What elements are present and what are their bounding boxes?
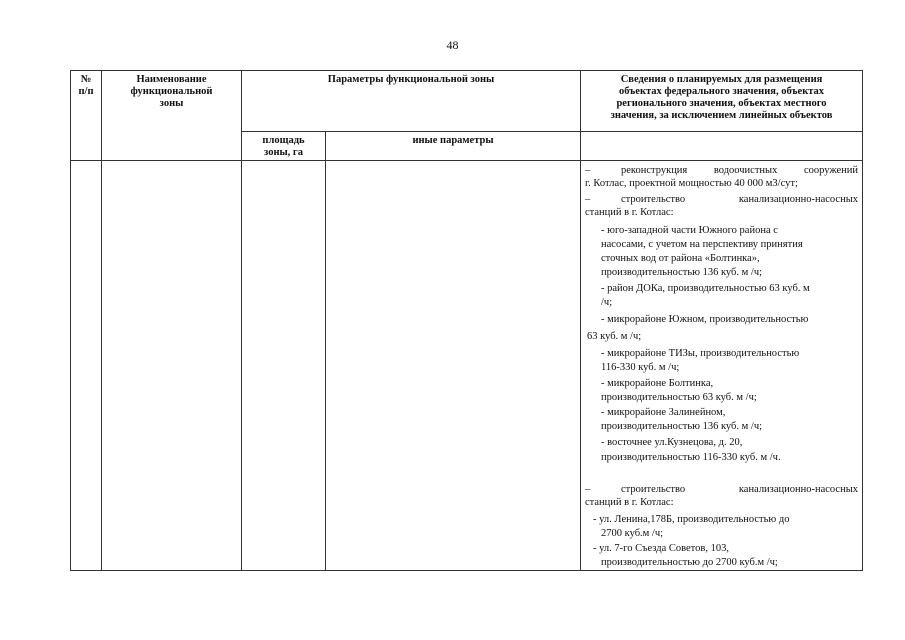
item2-line1: строительство канализационно-насосных: [621, 194, 858, 205]
item2-line2: станций в г. Котлас:: [585, 206, 674, 218]
item3-line1: строительство канализационно-насосных: [621, 484, 858, 495]
item1-dash: –: [585, 165, 591, 176]
item1-line2: г. Котлас, проектной мощностью 40 000 м3/сут;: [585, 177, 798, 189]
header-planned-objects: Сведения о планируемых для размещения объектах федерального значения, объектах регионального значения, объектах местного значения, за исключением линейных объектов: [610, 74, 833, 121]
list-item: 2700 куб.м /ч;: [601, 528, 664, 539]
list-item: - ул. 7-го Съезда Советов, 103,: [593, 543, 729, 554]
list-item: производительностью 116-330 куб. м /ч.: [601, 452, 781, 463]
header-other-params: иные параметры: [412, 135, 494, 146]
list-item: 63 куб. м /ч;: [587, 331, 642, 342]
header-no: № п/п: [78, 74, 94, 97]
list-item: сточных вод от района «Болтинка»,: [601, 253, 760, 264]
header-zone-area: площадь зоны, га: [262, 135, 305, 158]
list-item: - район ДОКа, производительностью 63 куб. м: [601, 283, 810, 294]
item3-line2: станций в г. Котлас:: [585, 497, 674, 508]
list-item: - восточнее ул.Кузнецова, д. 20,: [601, 437, 743, 448]
page-number: 48: [446, 38, 459, 52]
list-item: производительностью 136 куб. м /ч;: [601, 421, 763, 432]
list-item: - микрорайоне ТИЗы, производительностью: [601, 348, 800, 359]
header-zone-params: Параметры функциональной зоны: [327, 74, 495, 85]
item3-dash: –: [585, 484, 591, 495]
list-item: производительностью 136 куб. м /ч;: [601, 267, 763, 278]
list-item: /ч;: [601, 297, 613, 308]
item1-line1: реконструкция водоочистных сооружений: [621, 165, 858, 176]
list-item: производительностью до 2700 куб.м /ч;: [601, 557, 778, 568]
item2-dash: –: [585, 194, 591, 205]
header-zone-name: Наименование функциональной зоны: [130, 74, 213, 109]
list-item: - микрорайоне Южном, производительностью: [601, 314, 809, 325]
list-item: - микрорайоне Залинейном,: [601, 407, 726, 418]
list-item: 116-330 куб. м /ч;: [601, 362, 680, 373]
list-item: - юго-западной части Южного района с: [601, 225, 778, 236]
list-item: производительностью 63 куб. м /ч;: [601, 392, 757, 403]
list-item: насосами, с учетом на перспективу принятия: [601, 239, 803, 250]
list-item: - микрорайоне Болтинка,: [601, 378, 714, 389]
list-item: - ул. Ленина,178Б, производительностью до: [593, 514, 790, 525]
